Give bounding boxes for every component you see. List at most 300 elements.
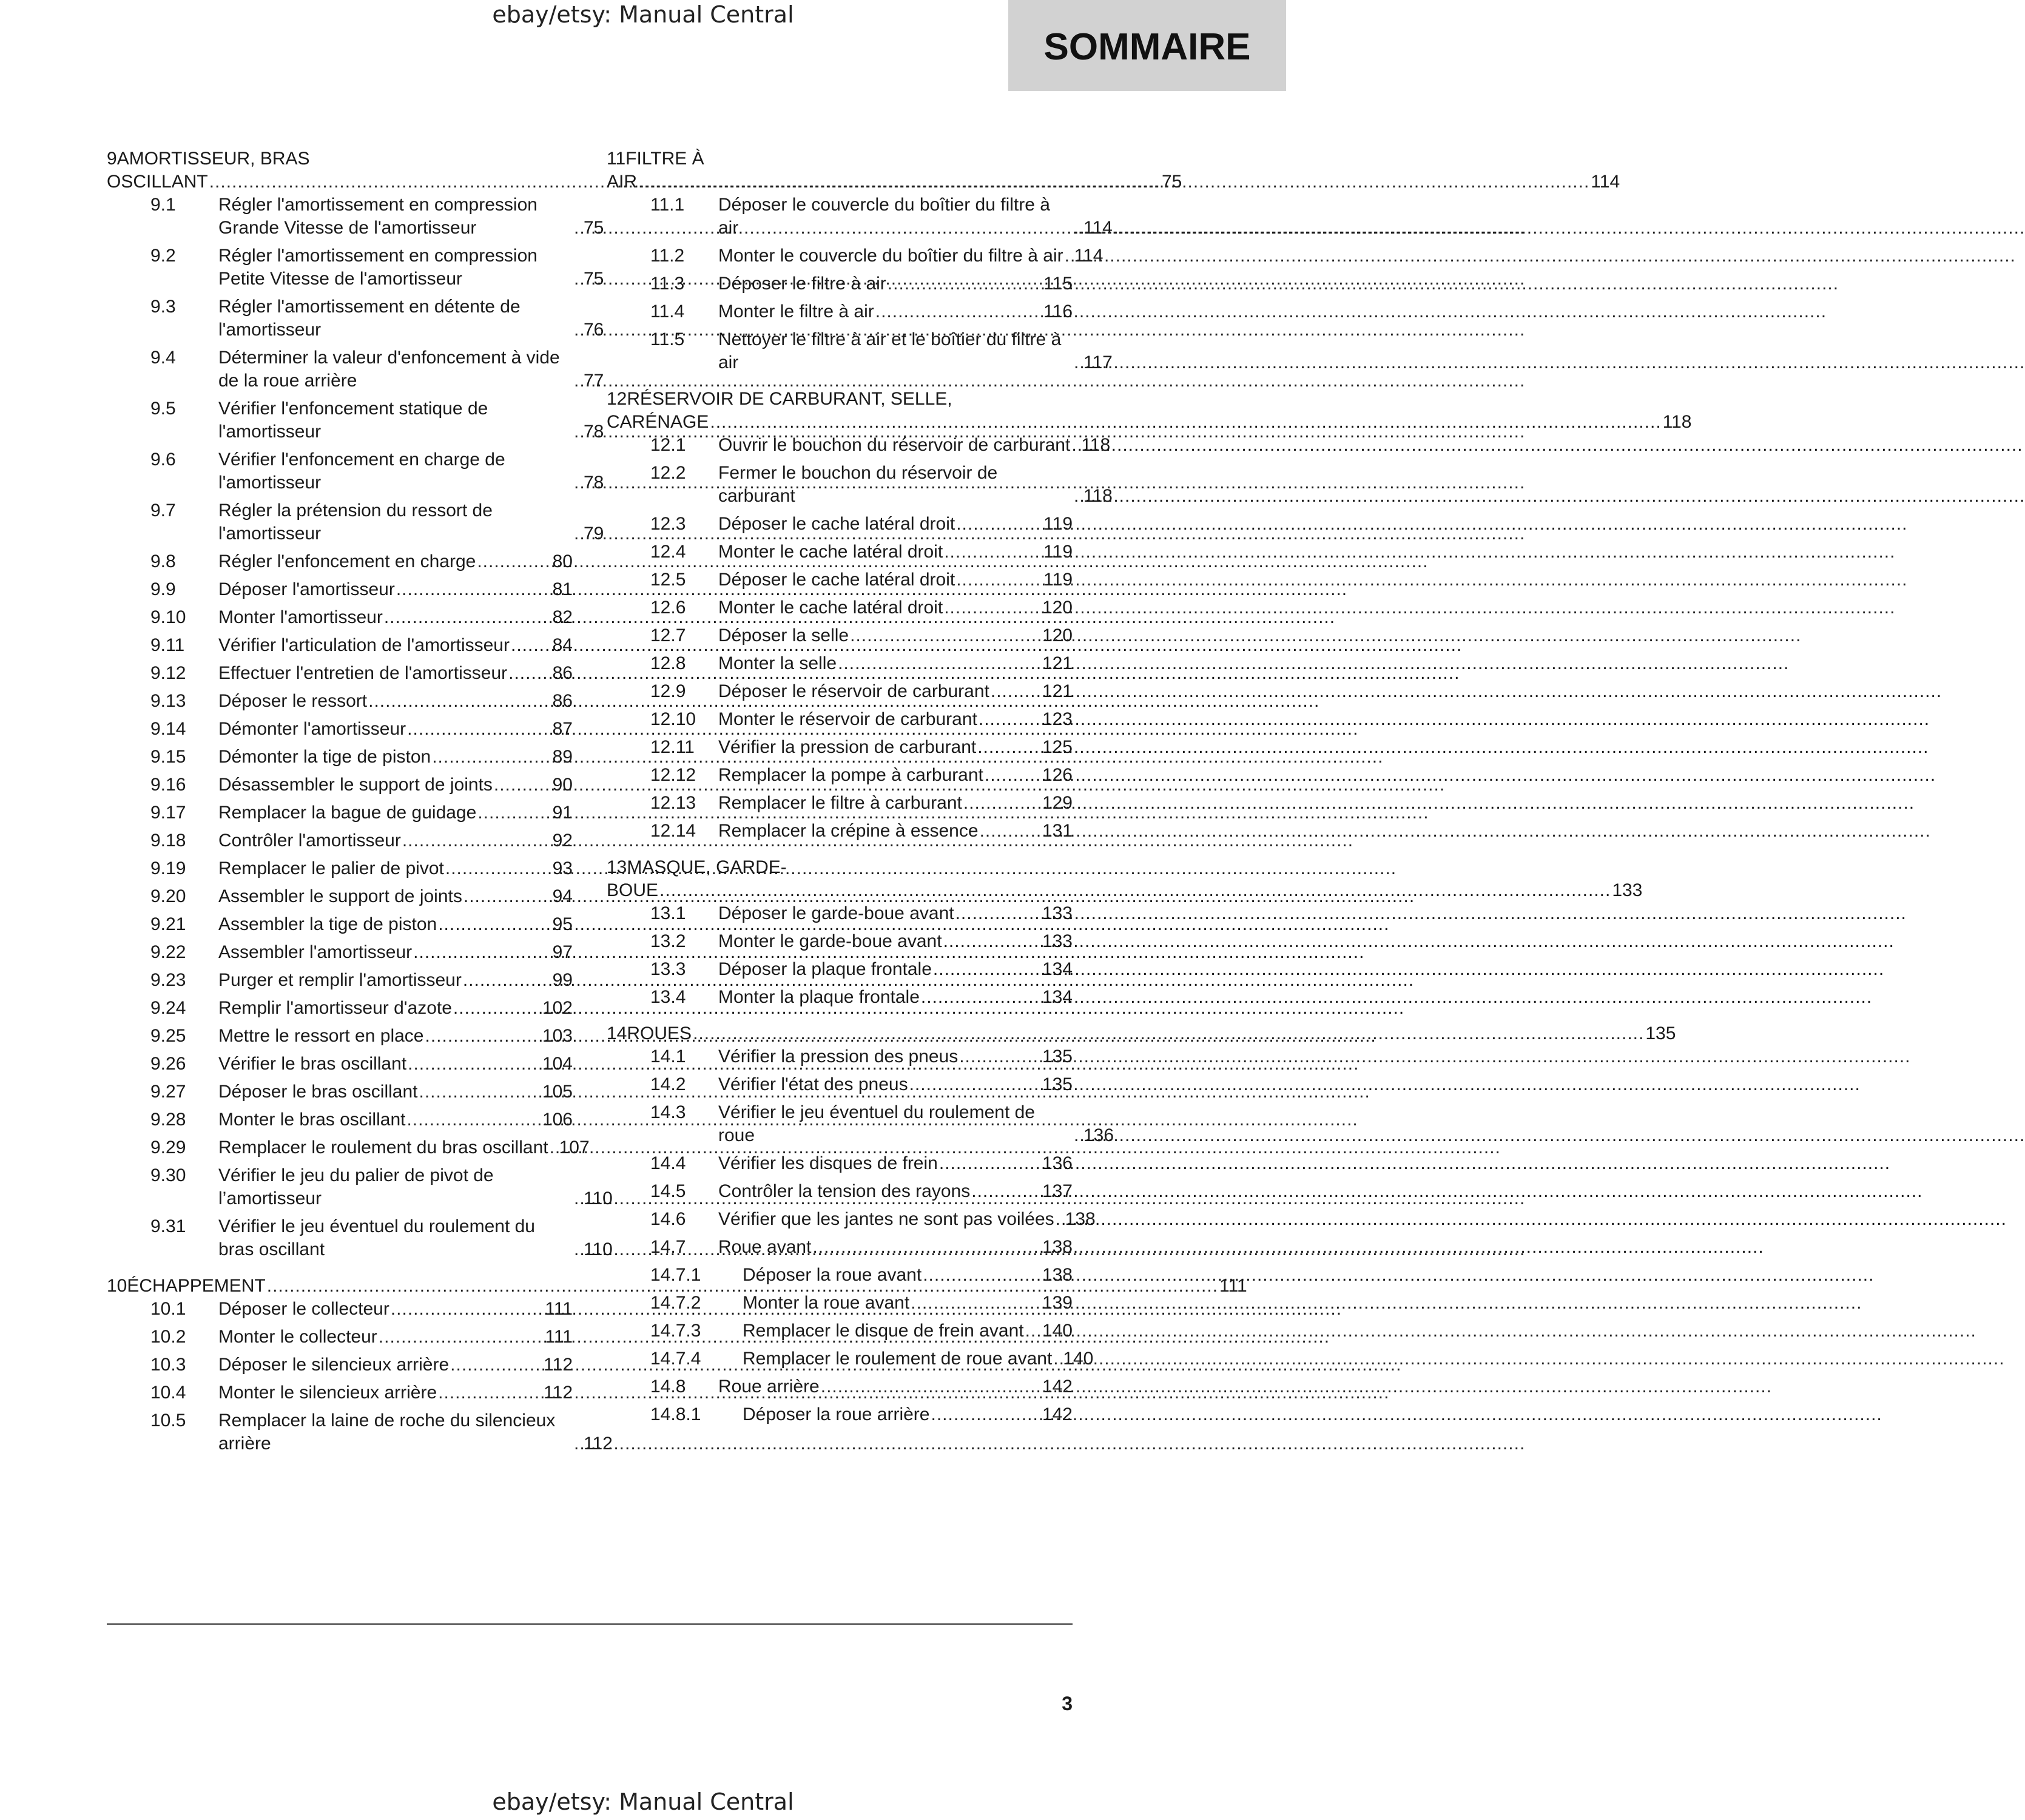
dot-leader bbox=[1053, 1347, 1062, 1370]
toc-page: 119 bbox=[1043, 514, 1073, 534]
toc-entry[interactable] bbox=[150, 1298, 573, 1321]
dot-leader bbox=[432, 746, 551, 769]
toc-entry[interactable] bbox=[150, 1136, 590, 1159]
toc-title: Vérifier le jeu éventuel du roulement du bras oscillant bbox=[218, 1216, 535, 1259]
toc-title: AMORTISSEUR, BRAS OSCILLANT bbox=[107, 149, 310, 192]
toc-page: 133 bbox=[1042, 931, 1073, 951]
toc-title: Monter le collecteur bbox=[218, 1327, 377, 1347]
toc-page: 138 bbox=[1065, 1209, 1096, 1229]
toc-entry[interactable] bbox=[150, 606, 573, 629]
dot-leader bbox=[574, 318, 582, 342]
toc-number: 9.4 bbox=[150, 348, 176, 368]
dot-leader bbox=[985, 764, 1041, 787]
dot-leader bbox=[821, 1375, 1041, 1398]
dot-leader bbox=[1074, 351, 1082, 374]
toc-title: Monter le bras oscillant bbox=[218, 1110, 406, 1130]
toc-page: 97 bbox=[552, 942, 573, 962]
toc-page: 117 bbox=[1083, 352, 1113, 372]
toc-title: Remplir l'amortisseur d'azote bbox=[218, 998, 452, 1018]
dot-leader bbox=[574, 522, 582, 545]
toc-title: Remplacer la laine de roche du silencieux arrière bbox=[218, 1410, 556, 1454]
toc-title: Déposer le filtre à air bbox=[718, 274, 886, 294]
dot-leader bbox=[419, 1080, 541, 1104]
toc-entry[interactable] bbox=[650, 1101, 1114, 1147]
dot-leader bbox=[425, 1025, 541, 1048]
toc-entry[interactable] bbox=[150, 1353, 573, 1377]
toc-number: 10.1 bbox=[150, 1299, 186, 1319]
dot-leader bbox=[1056, 1208, 1064, 1231]
dot-leader bbox=[402, 829, 551, 852]
toc-number: 9.6 bbox=[150, 450, 176, 470]
section-tab bbox=[1008, 0, 1286, 91]
dot-leader bbox=[943, 930, 1041, 953]
dot-leader bbox=[1074, 217, 1082, 240]
toc-number: 12.7 bbox=[650, 625, 686, 645]
toc-entry[interactable] bbox=[650, 736, 1073, 759]
toc-number: 9.21 bbox=[150, 914, 186, 934]
toc-title: Déposer le cache latéral droit bbox=[718, 570, 955, 590]
toc-title: Régler l'amortissement en compression Petite Vitesse de l'amortisseur bbox=[218, 246, 537, 289]
toc-page: 111 bbox=[1219, 1276, 1247, 1296]
toc-entry[interactable] bbox=[650, 1208, 1096, 1231]
toc-page: 135 bbox=[1042, 1046, 1073, 1067]
toc-page: 112 bbox=[544, 1383, 573, 1403]
toc-page: 114 bbox=[1083, 218, 1113, 238]
toc-entry[interactable] bbox=[650, 1045, 1073, 1068]
dot-leader bbox=[1025, 1320, 1041, 1343]
dot-leader bbox=[955, 902, 1041, 925]
toc-number: 11.4 bbox=[650, 302, 685, 322]
dot-leader bbox=[379, 1326, 544, 1349]
toc-number: 13 bbox=[607, 857, 627, 877]
dot-leader bbox=[1065, 244, 1073, 268]
toc-entry[interactable] bbox=[150, 690, 573, 713]
dot-leader bbox=[574, 268, 582, 291]
toc-entry[interactable] bbox=[150, 718, 573, 741]
dot-leader bbox=[850, 624, 1041, 647]
toc-entry[interactable] bbox=[650, 764, 1073, 787]
toc-page: 86 bbox=[552, 663, 573, 683]
toc-entry[interactable] bbox=[150, 969, 573, 992]
toc-title: Vérifier l'état des pneus bbox=[718, 1074, 908, 1094]
dot-leader bbox=[888, 272, 1042, 295]
toc-page: 119 bbox=[1043, 542, 1073, 562]
toc-entry[interactable] bbox=[150, 448, 604, 494]
dot-leader bbox=[494, 774, 551, 797]
toc-page: 138 bbox=[1042, 1237, 1073, 1257]
toc-entry[interactable] bbox=[650, 1152, 1073, 1175]
toc-entry[interactable] bbox=[150, 1108, 573, 1131]
toc-number: 12.3 bbox=[650, 514, 686, 534]
toc-title: MASQUE, GARDE-BOUE bbox=[607, 857, 787, 900]
dot-leader bbox=[574, 1187, 582, 1210]
toc-title: Remplacer la pompe à carburant bbox=[718, 765, 983, 785]
toc-page: 118 bbox=[1081, 435, 1111, 455]
toc-page: 99 bbox=[552, 970, 573, 990]
dot-leader bbox=[980, 820, 1041, 843]
toc-entry[interactable] bbox=[650, 1236, 1073, 1259]
toc-chapter[interactable] bbox=[607, 388, 1692, 434]
toc-entry[interactable] bbox=[150, 885, 573, 908]
toc-entry[interactable] bbox=[150, 244, 604, 291]
toc-page: 90 bbox=[552, 775, 573, 795]
toc-number: 11.2 bbox=[650, 246, 685, 266]
toc-page: 126 bbox=[1042, 765, 1073, 785]
toc-title: Ouvrir le bouchon du réservoir de carburant bbox=[718, 435, 1071, 455]
toc-entry[interactable] bbox=[650, 328, 1113, 374]
toc-page: 110 bbox=[584, 1188, 613, 1208]
toc-title: Régler la prétension du ressort de l'amortisseur bbox=[218, 500, 493, 544]
toc-entry[interactable] bbox=[150, 997, 573, 1020]
toc-entry[interactable] bbox=[150, 857, 573, 880]
dot-leader bbox=[574, 471, 582, 494]
toc-entry[interactable] bbox=[650, 708, 1073, 731]
toc-number: 12.13 bbox=[650, 793, 696, 813]
toc-title: Monter le cache latéral droit bbox=[718, 542, 943, 562]
toc-number: 14.5 bbox=[650, 1181, 686, 1201]
toc-entry[interactable] bbox=[150, 194, 604, 240]
toc-entry[interactable] bbox=[650, 462, 1113, 508]
toc-page: 82 bbox=[552, 607, 573, 627]
toc-title: Déposer le garde-boue avant bbox=[718, 903, 954, 923]
toc-number: 12.9 bbox=[650, 681, 686, 701]
toc-entry[interactable] bbox=[650, 624, 1073, 647]
toc-title: Remplacer la bague de guidage bbox=[218, 803, 477, 823]
toc-page: 134 bbox=[1042, 987, 1073, 1007]
toc-entry[interactable] bbox=[150, 1025, 573, 1048]
toc-number: 9.24 bbox=[150, 998, 186, 1018]
toc-entry[interactable] bbox=[150, 1080, 573, 1104]
toc-page: 79 bbox=[584, 524, 604, 544]
toc-page: 121 bbox=[1042, 681, 1073, 701]
dot-leader bbox=[406, 1108, 541, 1131]
toc-number: 14.7.1 bbox=[650, 1265, 701, 1285]
toc-page: 81 bbox=[552, 579, 573, 599]
toc-page: 112 bbox=[584, 1434, 613, 1454]
toc-number: 9.25 bbox=[150, 1026, 186, 1046]
toc-entry[interactable] bbox=[650, 568, 1073, 592]
toc-entry[interactable] bbox=[150, 550, 573, 573]
toc-entry[interactable] bbox=[650, 680, 1073, 703]
toc-number: 12 bbox=[607, 389, 627, 409]
toc-title: Régler l'enfoncement en charge bbox=[218, 551, 476, 571]
toc-page: 84 bbox=[552, 635, 573, 655]
toc-title: Assembler l'amortisseur bbox=[218, 942, 413, 962]
toc-entry[interactable] bbox=[650, 1180, 1073, 1203]
toc-page: 76 bbox=[584, 320, 604, 340]
toc-subentry[interactable] bbox=[650, 1320, 1073, 1343]
toc-entry[interactable] bbox=[150, 634, 573, 657]
toc-page: 134 bbox=[1042, 959, 1073, 979]
toc-entry[interactable] bbox=[150, 1381, 573, 1404]
toc-title: Vérifier le jeu du palier de pivot de l’amortisseur bbox=[218, 1165, 494, 1208]
toc-entry[interactable] bbox=[650, 792, 1073, 815]
toc-number: 9.12 bbox=[150, 663, 186, 683]
dot-leader bbox=[574, 420, 582, 443]
toc-title: Vérifier l'enfoncement en charge de l'amortisseur bbox=[218, 450, 505, 493]
toc-number: 14.4 bbox=[650, 1153, 686, 1173]
dot-leader bbox=[693, 1023, 1644, 1043]
toc-entry[interactable] bbox=[650, 244, 1103, 268]
toc-page: 102 bbox=[542, 998, 573, 1018]
toc-entry[interactable] bbox=[650, 902, 1073, 925]
toc-title: Assembler la tige de piston bbox=[218, 914, 437, 934]
toc-chapter[interactable] bbox=[607, 856, 1643, 902]
toc-entry[interactable] bbox=[650, 513, 1073, 536]
toc-page: 142 bbox=[1042, 1404, 1073, 1424]
toc-entry[interactable] bbox=[150, 346, 604, 393]
toc-title: Fermer le bouchon du réservoir de carburant bbox=[718, 463, 998, 506]
toc-title: Déposer la plaque frontale bbox=[718, 959, 932, 979]
toc-page: 112 bbox=[544, 1355, 573, 1375]
toc-number: 13.3 bbox=[650, 959, 686, 979]
toc-entry[interactable] bbox=[150, 829, 573, 852]
toc-entry[interactable] bbox=[150, 746, 573, 769]
toc-number: 9.28 bbox=[150, 1110, 186, 1130]
toc-entry[interactable] bbox=[650, 541, 1073, 564]
toc-title: Déposer la roue arrière bbox=[743, 1404, 930, 1424]
toc-number: 13.4 bbox=[650, 987, 686, 1007]
toc-entry[interactable] bbox=[150, 1215, 613, 1261]
toc-number: 9.7 bbox=[150, 500, 176, 521]
toc-page: 136 bbox=[1042, 1153, 1073, 1173]
toc-title: Vérifier le jeu éventuel du roulement de roue bbox=[718, 1102, 1035, 1145]
toc-number: 14.2 bbox=[650, 1074, 686, 1094]
toc-page: 120 bbox=[1042, 625, 1073, 645]
toc-number: 10.5 bbox=[150, 1410, 186, 1431]
toc-title: Déposer le bras oscillant bbox=[218, 1082, 418, 1102]
toc-number: 9.13 bbox=[150, 691, 186, 711]
toc-title: Régler l'amortissement en compression Grande Vitesse de l'amortisseur bbox=[218, 195, 537, 238]
toc-number: 9 bbox=[107, 149, 117, 169]
toc-entry[interactable] bbox=[150, 295, 604, 342]
toc-page: 140 bbox=[1063, 1349, 1094, 1369]
toc-page: 120 bbox=[1042, 598, 1073, 618]
dot-leader bbox=[956, 568, 1042, 592]
toc-chapter[interactable] bbox=[607, 1022, 1676, 1045]
toc-title: Nettoyer le filtre à air et le boîtier du filtre à air bbox=[718, 329, 1062, 372]
toc-subentry[interactable] bbox=[650, 1292, 1073, 1315]
dot-leader bbox=[979, 708, 1041, 731]
toc-entry[interactable] bbox=[650, 434, 1111, 457]
toc-entry[interactable] bbox=[150, 1164, 613, 1210]
toc-number: 12.14 bbox=[650, 821, 696, 841]
toc-entry[interactable] bbox=[650, 986, 1073, 1009]
toc-entry[interactable] bbox=[650, 194, 1113, 240]
toc-page: 119 bbox=[1043, 570, 1073, 590]
toc-title: Monter le filtre à air bbox=[718, 302, 874, 322]
toc-entry[interactable] bbox=[650, 1375, 1073, 1398]
dot-leader bbox=[963, 792, 1041, 815]
toc-number: 14.3 bbox=[650, 1102, 686, 1122]
toc-title: ROUES bbox=[627, 1023, 692, 1043]
toc-subentry[interactable] bbox=[650, 1347, 1094, 1370]
toc-number: 9.27 bbox=[150, 1082, 186, 1102]
toc-entry[interactable] bbox=[650, 930, 1073, 953]
toc-title: Monter le silencieux arrière bbox=[218, 1383, 437, 1403]
toc-title: Roue avant bbox=[718, 1237, 812, 1257]
dot-leader bbox=[511, 634, 551, 657]
toc-number: 9.15 bbox=[150, 747, 186, 767]
toc-page: 125 bbox=[1042, 737, 1073, 757]
dot-leader bbox=[959, 1045, 1041, 1068]
toc-title: Déposer l'amortisseur bbox=[218, 579, 395, 599]
dot-leader bbox=[971, 1180, 1041, 1203]
toc-entry[interactable] bbox=[150, 1409, 613, 1455]
dot-leader bbox=[453, 997, 541, 1020]
toc-entry[interactable] bbox=[150, 397, 604, 443]
toc-number: 14.7 bbox=[650, 1237, 686, 1257]
toc-number: 9.8 bbox=[150, 551, 176, 571]
toc-number: 13.2 bbox=[650, 931, 686, 951]
toc-entry[interactable] bbox=[150, 774, 573, 797]
toc-title: FILTRE À AIR bbox=[607, 149, 704, 192]
dot-leader bbox=[438, 1381, 542, 1404]
toc-page: 75 bbox=[584, 269, 604, 289]
toc-title: Monter le cache latéral droit bbox=[718, 598, 943, 618]
toc-entry[interactable] bbox=[150, 913, 573, 936]
toc-number: 9.23 bbox=[150, 970, 186, 990]
toc-title: Remplacer le disque de frein avant bbox=[743, 1321, 1024, 1341]
toc-page: 75 bbox=[1162, 172, 1182, 192]
toc-number: 9.14 bbox=[150, 719, 186, 739]
dot-leader bbox=[991, 680, 1041, 703]
toc-title: Monter le garde-boue avant bbox=[718, 931, 942, 951]
toc-page: 87 bbox=[552, 719, 573, 739]
toc-page: 118 bbox=[1083, 486, 1113, 506]
toc-entry[interactable] bbox=[650, 1073, 1073, 1096]
toc-title: Remplacer le roulement du bras oscillant bbox=[218, 1138, 548, 1158]
toc-number: 9.9 bbox=[150, 579, 176, 599]
dot-leader bbox=[638, 172, 1589, 192]
toc-page: 142 bbox=[1042, 1377, 1073, 1397]
toc-entry[interactable] bbox=[150, 1326, 573, 1349]
toc-title: Déposer le réservoir de carburant bbox=[718, 681, 989, 701]
dot-leader bbox=[477, 801, 551, 824]
toc-number: 14.7.2 bbox=[650, 1293, 701, 1313]
toc-page: 86 bbox=[552, 691, 573, 711]
dot-leader bbox=[463, 885, 551, 908]
toc-number: 10.4 bbox=[150, 1383, 186, 1403]
toc-entry[interactable] bbox=[650, 652, 1073, 675]
toc-subentry[interactable] bbox=[650, 1403, 1073, 1426]
toc-number: 14.1 bbox=[650, 1046, 686, 1067]
toc-title: Purger et remplir l'amortisseur bbox=[218, 970, 462, 990]
toc-number: 9.29 bbox=[150, 1138, 186, 1158]
footer-rule bbox=[107, 1623, 1073, 1625]
toc-page: 129 bbox=[1042, 793, 1073, 813]
toc-page: 78 bbox=[584, 473, 604, 493]
toc-title: Assembler le support de joints bbox=[218, 886, 462, 906]
page-number: 3 bbox=[1062, 1693, 1073, 1714]
toc-entry[interactable] bbox=[650, 272, 1073, 295]
toc-title: Monter le couvercle du boîtier du filtre à air bbox=[718, 246, 1063, 266]
dot-leader bbox=[1074, 1124, 1082, 1147]
toc-number: 14.6 bbox=[650, 1209, 686, 1229]
toc-number: 9.18 bbox=[150, 831, 186, 851]
toc-number: 12.5 bbox=[650, 570, 686, 590]
toc-page: 123 bbox=[1042, 709, 1073, 729]
toc-entry[interactable] bbox=[150, 941, 573, 964]
toc-entry[interactable] bbox=[650, 958, 1073, 981]
toc-number: 9.5 bbox=[150, 399, 176, 419]
toc-page: 133 bbox=[1042, 903, 1073, 923]
toc-entry[interactable] bbox=[650, 596, 1073, 619]
dot-leader bbox=[477, 550, 551, 573]
toc-title: Vérifier les disques de frein bbox=[718, 1153, 938, 1173]
toc-page: 114 bbox=[1074, 246, 1103, 266]
toc-title: Déposer la roue avant bbox=[743, 1265, 922, 1285]
dot-leader bbox=[407, 718, 551, 741]
toc-number: 12.10 bbox=[650, 709, 696, 729]
toc-page: 80 bbox=[552, 551, 573, 571]
toc-entry[interactable] bbox=[650, 300, 1073, 323]
toc-number: 11.5 bbox=[650, 329, 685, 349]
toc-entry[interactable] bbox=[150, 578, 573, 601]
toc-title: Désassembler le support de joints bbox=[218, 775, 493, 795]
toc-number: 14.7.3 bbox=[650, 1321, 701, 1341]
toc-title: Monter la plaque frontale bbox=[718, 987, 920, 1007]
toc-number: 9.19 bbox=[150, 858, 186, 878]
dot-leader bbox=[413, 941, 551, 964]
toc-title: Mettre le ressort en place bbox=[218, 1026, 424, 1046]
toc-page: 78 bbox=[584, 422, 604, 442]
toc-title: Déposer le silencieux arrière bbox=[218, 1355, 450, 1375]
toc-title: Remplacer le palier de pivot bbox=[218, 858, 444, 878]
toc-title: Remplacer le roulement de roue avant bbox=[743, 1349, 1053, 1369]
toc-number: 9.31 bbox=[150, 1216, 186, 1236]
toc-page: 75 bbox=[584, 218, 604, 238]
toc-page: 110 bbox=[584, 1239, 613, 1259]
toc-title: Monter le réservoir de carburant bbox=[718, 709, 977, 729]
dot-leader bbox=[812, 1236, 1040, 1259]
toc-page: 115 bbox=[1043, 274, 1073, 294]
toc-number: 10.3 bbox=[150, 1355, 186, 1375]
toc-entry[interactable] bbox=[150, 1053, 573, 1076]
toc-entry[interactable] bbox=[150, 801, 573, 824]
dot-leader bbox=[944, 541, 1042, 564]
dot-leader bbox=[574, 217, 582, 240]
dot-leader bbox=[956, 513, 1042, 536]
toc-title: Effectuer l'entretien de l'amortisseur bbox=[218, 663, 508, 683]
toc-title: Vérifier l'enfoncement statique de l'amortisseur bbox=[218, 399, 488, 442]
toc-title: Monter la roue avant bbox=[743, 1293, 910, 1313]
toc-number: 9.16 bbox=[150, 775, 186, 795]
toc-page: 77 bbox=[584, 371, 604, 391]
toc-title: Déposer le collecteur bbox=[218, 1299, 389, 1319]
toc-entry[interactable] bbox=[150, 499, 604, 545]
toc-subentry[interactable] bbox=[650, 1264, 1073, 1287]
toc-page: 106 bbox=[542, 1110, 573, 1130]
toc-number: 14.7.4 bbox=[650, 1349, 701, 1369]
toc-entry[interactable] bbox=[150, 662, 573, 685]
toc-page: 118 bbox=[1662, 412, 1692, 432]
toc-page: 89 bbox=[552, 747, 573, 767]
toc-number: 11.3 bbox=[650, 274, 685, 294]
toc-page: 137 bbox=[1042, 1181, 1073, 1201]
toc-title: Déposer la selle bbox=[718, 625, 849, 645]
toc-number: 9.11 bbox=[150, 635, 185, 655]
toc-page: 135 bbox=[1645, 1023, 1676, 1043]
toc-page: 105 bbox=[542, 1082, 573, 1102]
toc-title: Démonter l'amortisseur bbox=[218, 719, 406, 739]
dot-leader bbox=[659, 880, 1611, 900]
toc-number: 12.12 bbox=[650, 765, 696, 785]
dot-leader bbox=[445, 857, 551, 880]
toc-page: 92 bbox=[552, 831, 573, 851]
toc-title: Vérifier que les jantes ne sont pas voilées bbox=[718, 1209, 1054, 1229]
toc-entry[interactable] bbox=[650, 820, 1073, 843]
